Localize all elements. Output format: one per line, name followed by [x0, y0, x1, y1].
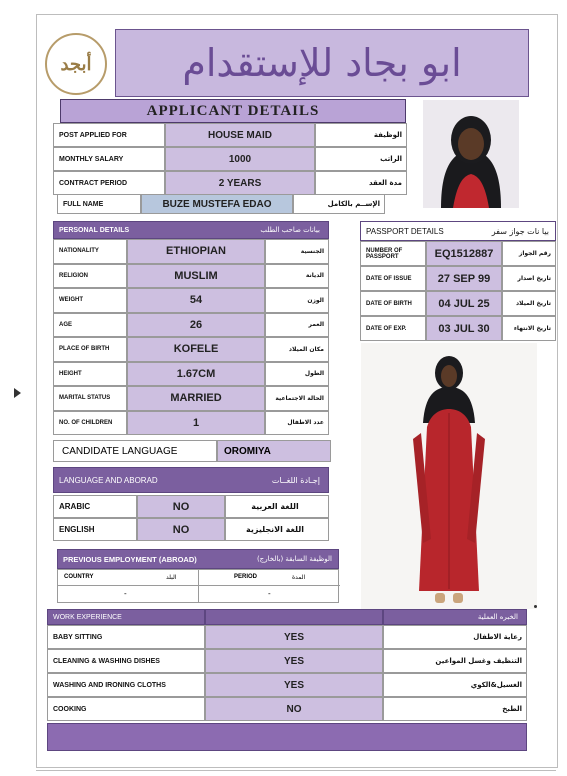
personal-label: NATIONALITY — [53, 239, 127, 264]
personal-label-ar: الديانة — [265, 264, 329, 289]
passport-details-header: PASSPORT DETAILS بيا نات جواز سفر — [360, 221, 556, 241]
work-label: WASHING AND IRONING CLOTHS — [47, 673, 205, 697]
personal-label: NO. OF CHILDREN — [53, 411, 127, 436]
passport-value: 03 JUL 30 — [426, 316, 502, 341]
applicant-value: HOUSE MAID — [165, 123, 315, 147]
passport-value: 04 JUL 25 — [426, 291, 502, 316]
applicant-value: 1000 — [165, 147, 315, 171]
footer-band — [47, 723, 527, 751]
period-value: - — [268, 589, 271, 598]
personal-label: PLACE OF BIRTH — [53, 337, 127, 362]
language-label: ENGLISH — [53, 518, 137, 541]
personal-label-ar: الحالة الاجتماعية — [265, 386, 329, 411]
work-label: CLEANING & WASHING DISHES — [47, 649, 205, 673]
language-label-ar: اللغة الانجليزية — [225, 518, 329, 541]
passport-label: DATE OF EXP. — [360, 316, 426, 341]
personal-value: 26 — [127, 313, 265, 338]
work-label-ar: الطبخ — [383, 697, 527, 721]
candidate-language-value: OROMIYA — [217, 440, 331, 462]
company-title-banner — [115, 29, 529, 97]
applicant-label: CONTRACT PERIOD — [53, 171, 165, 195]
passport-label-ar: تاريخ اصدار — [502, 266, 556, 291]
passport-label: NUMBER OF PASSPORT — [360, 241, 426, 266]
applicant-headshot — [423, 100, 519, 208]
applicant-label-ar: الراتب — [315, 147, 407, 171]
personal-label: AGE — [53, 313, 127, 338]
applicant-full-photo — [361, 343, 537, 609]
personal-value: 1.67CM — [127, 362, 265, 387]
personal-label-ar: مكان الميلاد — [265, 337, 329, 362]
period-label: PERIOD — [234, 574, 258, 580]
logo-emblem — [45, 33, 107, 95]
personal-label-ar: الوزن — [265, 288, 329, 313]
applicant-label: POST APPLIED FOR — [53, 123, 165, 147]
personal-label: WEIGHT — [53, 288, 127, 313]
country-value: - — [124, 589, 127, 598]
personal-label-ar: الجنسية — [265, 239, 329, 264]
applicant-label-ar: الوظيفة — [315, 123, 407, 147]
language-value: NO — [137, 518, 225, 541]
full-name-label: FULL NAME — [57, 194, 141, 214]
personal-label-ar: العمر — [265, 313, 329, 338]
country-label: COUNTRY — [64, 574, 94, 580]
language-header: LANGUAGE AND ABORAD إجـادة اللغــات — [53, 467, 329, 493]
passport-label: DATE OF ISSUE — [360, 266, 426, 291]
work-label-ar: التنظيف وغسل المواعين — [383, 649, 527, 673]
personal-label-ar: عدد الاطفال — [265, 411, 329, 436]
passport-label-ar: تاريخ الانتهاء — [502, 316, 556, 341]
work-experience-header: WORK EXPERIENCE الخبره العملية — [47, 609, 527, 625]
work-label: COOKING — [47, 697, 205, 721]
personal-label: MARITAL STATUS — [53, 386, 127, 411]
work-value: NO — [205, 697, 383, 721]
personal-value: 1 — [127, 411, 265, 436]
personal-value: KOFELE — [127, 337, 265, 362]
language-value: NO — [137, 495, 225, 518]
passport-label: DATE OF BIRTH — [360, 291, 426, 316]
personal-value: 54 — [127, 288, 265, 313]
personal-label: RELIGION — [53, 264, 127, 289]
full-name-value: BUZE MUSTEFA EDAO — [141, 194, 293, 214]
personal-details-header: PERSONAL DETAILS بيانات صاحب الطلب — [53, 221, 329, 239]
work-label-ar: رعاية الاطفال — [383, 625, 527, 649]
bullet-dot — [534, 605, 537, 608]
passport-value: 27 SEP 99 — [426, 266, 502, 291]
language-label: ARABIC — [53, 495, 137, 518]
previous-employment-table — [57, 569, 339, 603]
personal-label: HEIGHT — [53, 362, 127, 387]
personal-value: ETHIOPIAN — [127, 239, 265, 264]
work-value: YES — [205, 673, 383, 697]
work-value: YES — [205, 649, 383, 673]
next-page-edge — [36, 770, 556, 776]
period-ar: المدة — [292, 574, 306, 581]
personal-value: MUSLIM — [127, 264, 265, 289]
passport-label-ar: رقم الجواز — [502, 241, 556, 266]
passport-label-ar: تاريخ الميلاد — [502, 291, 556, 316]
work-value: YES — [205, 625, 383, 649]
company-title: ابو بجاد للإستقدام — [182, 41, 462, 85]
previous-employment-header: PREVIOUS EMPLOYMENT (ABROAD) الوظيفة السابقة (بالخارج) — [57, 549, 339, 569]
side-expand-arrow-icon[interactable] — [14, 388, 21, 398]
applicant-label: MONTHLY SALARY — [53, 147, 165, 171]
personal-label-ar: الطول — [265, 362, 329, 387]
full-name-ar: الإســم بالكامل — [293, 194, 385, 214]
work-label: BABY SITTING — [47, 625, 205, 649]
logo-text: أبجد — [60, 53, 92, 75]
country-ar: البلد — [166, 574, 177, 581]
applicant-value: 2 YEARS — [165, 171, 315, 195]
applicant-details-title: APPLICANT DETAILS — [60, 99, 406, 123]
work-label-ar: الغسيل&الكوي — [383, 673, 527, 697]
language-label-ar: اللغة العربية — [225, 495, 329, 518]
candidate-language-label: CANDIDATE LANGUAGE — [53, 440, 217, 462]
applicant-label-ar: مدة العقد — [315, 171, 407, 195]
passport-value: EQ1512887 — [426, 241, 502, 266]
cv-page — [36, 14, 558, 768]
personal-value: MARRIED — [127, 386, 265, 411]
